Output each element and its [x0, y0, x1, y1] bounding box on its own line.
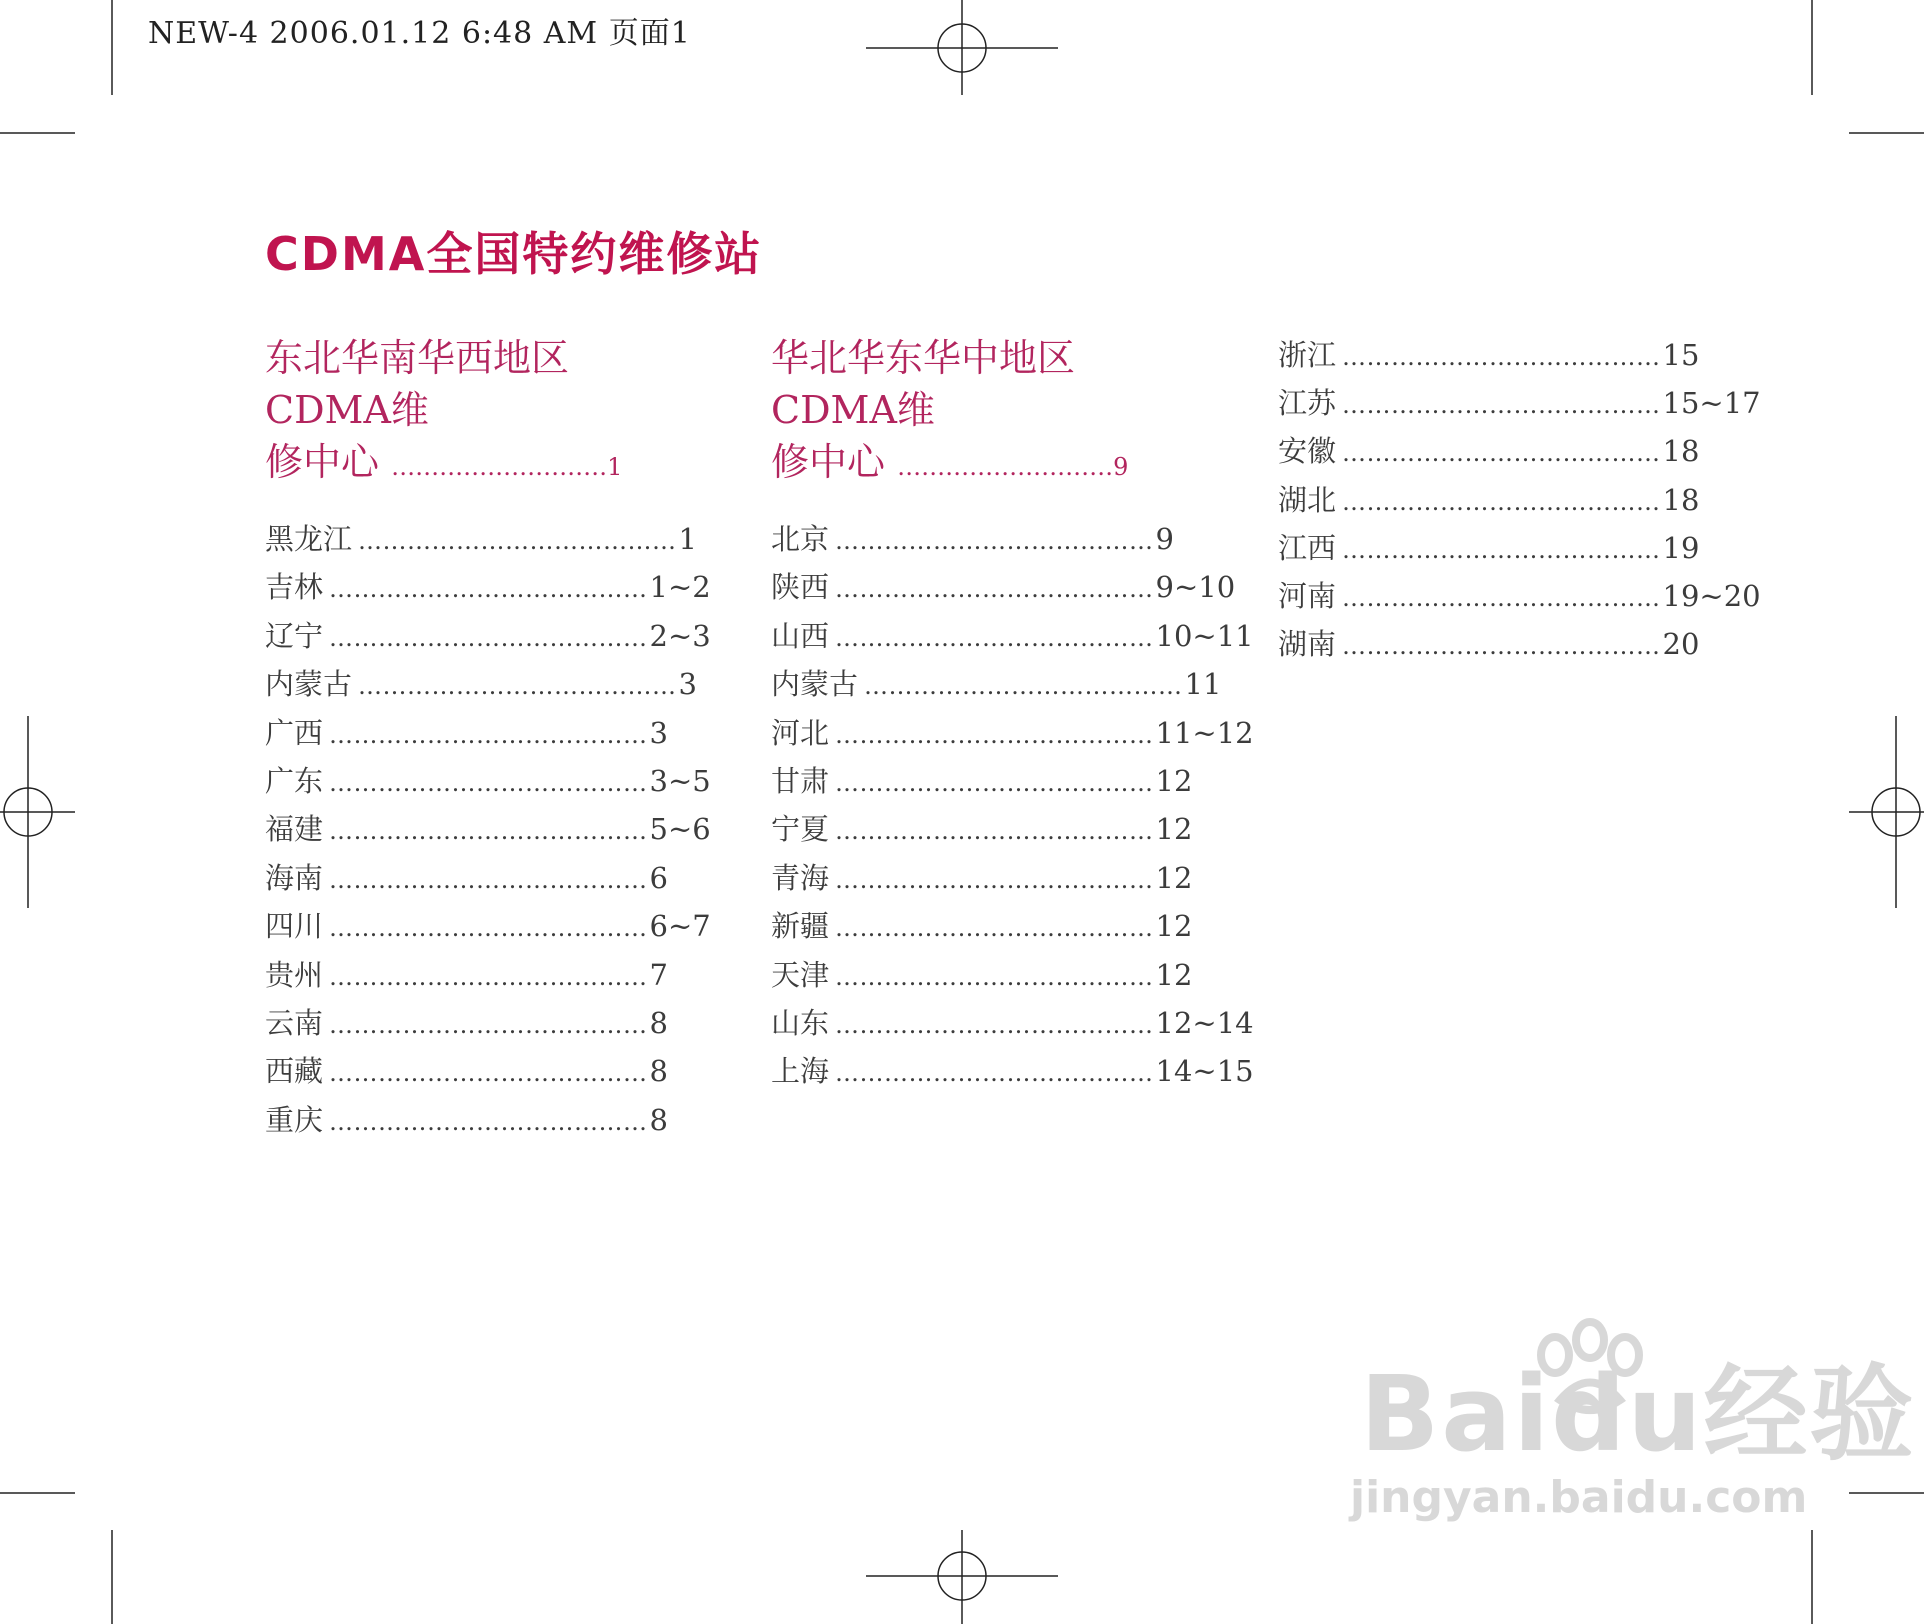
entry-name: 黑龙江 [265, 522, 353, 556]
toc-entry [1278, 333, 1700, 381]
entry-page: 7 [649, 957, 668, 992]
dot-leader: ………………………………… [835, 865, 1154, 894]
dot-leader: ………………………………… [1342, 632, 1661, 661]
section-heading-line1: 华北华东华中地区CDMA维 [771, 336, 1076, 432]
dot-leader: ………………………………… [329, 575, 648, 604]
dot-leader: ………………………………… [1342, 583, 1661, 612]
entry-page: 9 [1155, 522, 1174, 556]
entry-name: 内蒙古 [771, 667, 859, 702]
entry-page: 12~14 [1155, 1005, 1254, 1040]
toc-entry [771, 856, 1193, 904]
dot-leader: ………………………………… [835, 914, 1154, 943]
toc-entry [771, 953, 1193, 1001]
entry-page: 19 [1662, 530, 1700, 565]
section-heading [265, 332, 655, 493]
dot-leader: ………………………………… [329, 1010, 648, 1039]
toc-entry [771, 614, 1254, 662]
entry-name: 山西 [771, 618, 830, 653]
entry-page: 12 [1155, 763, 1193, 798]
dot-leader: ………………………………… [1342, 343, 1661, 371]
entry-name: 贵州 [265, 957, 324, 992]
dot-leader: ………………………………… [329, 817, 648, 846]
dot-leader: ………………………………… [835, 1059, 1154, 1088]
toc-entry [265, 953, 668, 1001]
entry-name: 北京 [771, 522, 830, 556]
toc-entry [771, 1049, 1254, 1097]
entry-name: 新疆 [771, 909, 830, 944]
dot-leader: ………………………………… [329, 865, 648, 894]
registration-mark-right [1849, 716, 1924, 908]
watermark-brand: Baidu经验 [1360, 1353, 1916, 1475]
dot-leader: ………………………………… [1342, 487, 1661, 516]
entry-name: 甘肃 [771, 763, 830, 798]
entry-page: 8 [649, 1054, 668, 1089]
entry-name: 江苏 [1278, 386, 1337, 421]
dot-leader: ………………………………… [835, 575, 1154, 604]
toc-entry [265, 1001, 668, 1049]
entry-name: 安徽 [1278, 434, 1337, 469]
entry-page: 2~3 [649, 618, 711, 653]
entry-name: 福建 [265, 812, 324, 847]
dot-leader: ………………………………… [329, 914, 648, 943]
toc-entry [265, 662, 697, 710]
toc-entry [1278, 574, 1761, 622]
dot-leader: ………………………………… [835, 1010, 1154, 1039]
toc-entry [265, 904, 711, 952]
entry-name: 青海 [771, 860, 830, 895]
section-heading-label: 修中心 [771, 440, 886, 484]
entry-page: 14~15 [1155, 1054, 1254, 1089]
entry-page: 18 [1662, 434, 1700, 469]
entry-page: 6 [649, 860, 668, 895]
registration-mark-left [0, 716, 75, 908]
entry-page: 8 [649, 1005, 668, 1040]
toc-entry [265, 1098, 668, 1146]
entry-name: 天津 [771, 957, 830, 992]
toc-entry [771, 662, 1222, 710]
entry-page: 12 [1155, 860, 1193, 895]
toc-column-1 [265, 332, 711, 1146]
toc-entry [265, 614, 711, 662]
entry-name: 海南 [265, 860, 324, 895]
toc-entry [265, 1049, 668, 1097]
dot-leader: ………………………………… [329, 768, 648, 797]
entry-name: 内蒙古 [265, 667, 353, 702]
entry-page: 12 [1155, 812, 1193, 847]
entry-page: 12 [1155, 909, 1193, 944]
dot-leader: ………………………………… [329, 962, 648, 991]
section-heading-line2 [265, 436, 655, 493]
dot-leader: ………………………………… [329, 720, 648, 749]
entry-page: 11 [1184, 667, 1222, 702]
entry-page: 11~12 [1155, 715, 1254, 750]
section-page-number: 1 [607, 453, 623, 481]
entry-name: 浙江 [1278, 338, 1337, 372]
toc-entry [771, 807, 1193, 855]
entry-name: 西藏 [265, 1054, 324, 1089]
entry-page: 15~17 [1662, 386, 1761, 421]
toc-entry [771, 565, 1236, 613]
entry-page: 3 [649, 715, 668, 750]
entry-page: 3~5 [649, 763, 711, 798]
dot-leader: ………………………………… [329, 623, 648, 652]
entry-name: 湖北 [1278, 482, 1337, 517]
toc-entry [265, 807, 711, 855]
print-slug-header: NEW-4 2006.01.12 6:48 AM 页面1 [148, 16, 691, 51]
entry-page: 6~7 [649, 909, 711, 944]
entry-page: 8 [649, 1102, 668, 1137]
toc-entry [1278, 526, 1700, 574]
dot-leader: ………………………………… [835, 527, 1154, 555]
dot-leader: ……………………… [391, 453, 608, 481]
toc-entry [265, 759, 711, 807]
entry-name: 辽宁 [265, 618, 324, 653]
entry-page: 3 [678, 667, 697, 702]
entry-page: 1~2 [649, 570, 711, 605]
entry-name: 上海 [771, 1054, 830, 1089]
page-title: CDMA全国特约维修站 [265, 227, 763, 281]
toc-entry [771, 711, 1254, 759]
entry-name: 四川 [265, 909, 324, 944]
entry-name: 广东 [265, 763, 324, 798]
dot-leader: ………………………………… [864, 672, 1183, 701]
entry-page: 9~10 [1155, 570, 1236, 605]
entry-name: 广西 [265, 715, 324, 750]
toc-entry [265, 517, 697, 565]
toc-column-3 [1278, 333, 1761, 670]
baidu-jingyan-watermark [1350, 1330, 1916, 1523]
entry-name: 河南 [1278, 578, 1337, 613]
entry-name: 吉林 [265, 570, 324, 605]
toc-entry [1278, 429, 1700, 477]
dot-leader: ………………………………… [1342, 535, 1661, 564]
dot-leader: ………………………………… [835, 962, 1154, 991]
registration-mark-bottom [866, 1530, 1058, 1624]
section-heading [771, 332, 1161, 493]
entry-name: 湖南 [1278, 627, 1337, 662]
toc-entry [265, 856, 668, 904]
entry-name: 江西 [1278, 530, 1337, 565]
toc-entry [265, 711, 668, 759]
dot-leader: ………………………………… [835, 768, 1154, 797]
dot-leader: ………………………………… [835, 817, 1154, 846]
dot-leader: ………………………………… [358, 527, 677, 555]
dot-leader: ………………………………… [1342, 439, 1661, 468]
entry-page: 15 [1662, 338, 1700, 372]
dot-leader: ………………………………… [358, 672, 677, 701]
section-heading-line1: 东北华南华西地区CDMA维 [265, 336, 570, 432]
dot-leader: ………………………………… [835, 720, 1154, 749]
toc-column-2 [771, 332, 1254, 1098]
entry-name: 河北 [771, 715, 830, 750]
toc-entry [1278, 478, 1700, 526]
dot-leader: ………………………………… [835, 623, 1154, 652]
toc-entry [771, 517, 1174, 565]
entry-page: 19~20 [1662, 578, 1761, 613]
dot-leader: ………………………………… [1342, 391, 1661, 420]
entry-name: 山东 [771, 1005, 830, 1040]
toc-entry [1278, 622, 1700, 670]
entry-page: 5~6 [649, 812, 711, 847]
toc-entry [265, 565, 711, 613]
section-heading-label: 修中心 [265, 440, 380, 484]
watermark-url: jingyan.baidu.com [1350, 1472, 1808, 1523]
section-heading-line2 [771, 436, 1161, 493]
registration-mark-top [866, 0, 1058, 95]
toc-entry [771, 1001, 1254, 1049]
entry-name: 重庆 [265, 1102, 324, 1137]
entry-page: 18 [1662, 482, 1700, 517]
entry-name: 陕西 [771, 570, 830, 605]
dot-leader: ………………………………… [329, 1059, 648, 1088]
entry-name: 宁夏 [771, 812, 830, 847]
toc-entry [771, 904, 1193, 952]
toc-entry [1278, 381, 1761, 429]
entry-page: 10~11 [1155, 618, 1254, 653]
entry-page: 12 [1155, 957, 1193, 992]
dot-leader: ……………………… [897, 453, 1114, 481]
entry-page: 20 [1662, 627, 1700, 662]
entry-name: 云南 [265, 1005, 324, 1040]
toc-entry [771, 759, 1193, 807]
entry-page: 1 [678, 522, 697, 556]
dot-leader: ………………………………… [329, 1107, 648, 1136]
section-page-number: 9 [1113, 453, 1129, 481]
paw-print-icon [1520, 1320, 1670, 1420]
